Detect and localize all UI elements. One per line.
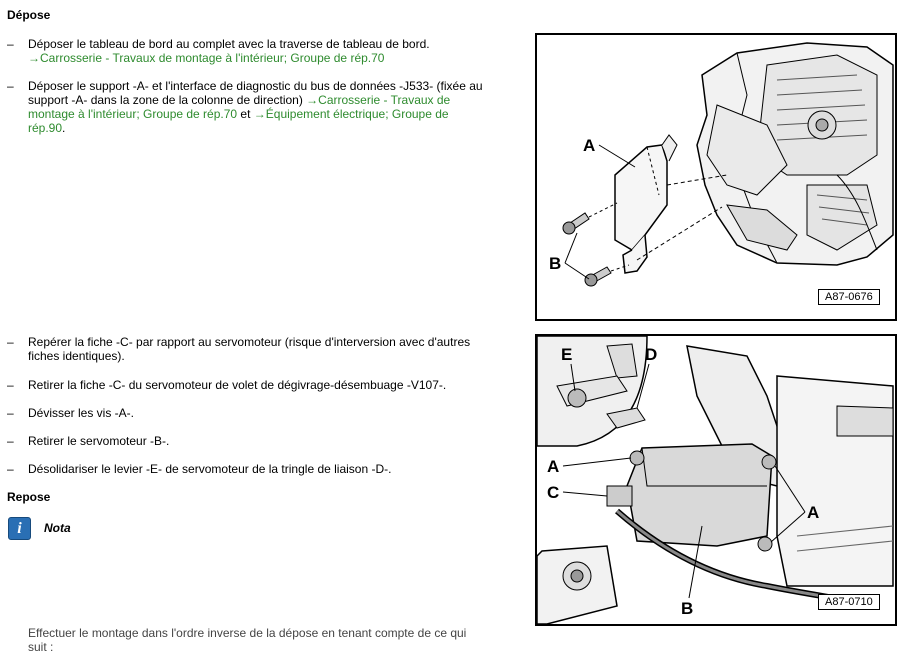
link-equipement-electrique[interactable]: →Équipement électrique; Groupe de <box>253 107 449 121</box>
info-icon: i <box>8 517 31 540</box>
step-text: et <box>237 107 254 121</box>
link-carrosserie-rep70[interactable]: →Carrosserie - Travaux de montage à l'intérieur; Groupe de rép.70 <box>28 51 385 65</box>
section-heading-depose: Dépose <box>7 8 51 22</box>
figure-servomotor <box>535 334 897 626</box>
figure-1-drawing <box>537 35 895 319</box>
step-text: Déposer le support -A- et l'interface de diagnostic du bus de données -J533- (fixée au <box>28 79 483 93</box>
step-text: fiches identiques). <box>28 349 125 363</box>
list-item <box>7 335 527 365</box>
figure-id-label: A87-0710 <box>818 594 880 610</box>
list-dash: – <box>7 79 14 93</box>
list-dash: – <box>7 37 14 51</box>
step-text: . <box>62 121 66 135</box>
list-item <box>7 462 527 477</box>
list-dash: – <box>7 335 14 349</box>
step-text: Repérer la fiche -C- par rapport au servomoteur (risque d'interversion avec d'autres <box>28 335 471 349</box>
callout-a-right: A <box>807 503 820 522</box>
step-text: support -A- dans la zone de la colonne de direction) <box>28 93 307 107</box>
section-heading-repose: Repose <box>7 490 51 504</box>
step-text: Désolidariser le levier -E- de servomoteur de la tringle de liaison -D-. <box>28 462 392 476</box>
step-text: Dévisser les vis -A-. <box>28 406 135 420</box>
callout-c: C <box>547 483 560 502</box>
figure-dashboard-support <box>535 33 897 321</box>
callout-a-left: A <box>547 457 560 476</box>
list-item <box>7 434 527 449</box>
list-dash: – <box>7 406 14 420</box>
step-text: Retirer la fiche -C- du servomoteur de volet de dégivrage-désembuage -V107-. <box>28 378 447 392</box>
list-dash: – <box>7 462 14 476</box>
list-item <box>7 79 527 137</box>
figure-2-drawing <box>537 336 895 624</box>
step-text: Déposer le tableau de bord au complet avec la traverse de tableau de bord. <box>28 37 430 51</box>
list-item <box>7 406 527 421</box>
link-carrosserie-travaux[interactable]: →Carrosserie - Travaux de <box>306 93 451 107</box>
link-montage-rep70[interactable]: montage à l'intérieur; Groupe de rép.70 <box>28 107 238 121</box>
callout-d: D <box>645 345 658 364</box>
screw-icon <box>585 265 629 286</box>
list-item <box>7 37 527 67</box>
figure-id-label: A87-0676 <box>818 289 880 305</box>
cut-off-text: Effectuer le montage dans l'ordre inverse de la dépose en tenant compte de ce qui suit : <box>28 626 467 654</box>
callout-b: B <box>681 599 694 618</box>
screw-icon <box>563 203 617 234</box>
link-rep90[interactable]: rép.90 <box>28 121 63 135</box>
list-item <box>7 378 527 393</box>
list-dash: – <box>7 378 14 392</box>
callout-e: E <box>561 345 573 364</box>
list-dash: – <box>7 434 14 448</box>
callout-b: B <box>549 254 562 273</box>
callout-a: A <box>583 136 596 155</box>
nota-label: Nota <box>44 521 71 535</box>
step-text: Retirer le servomoteur -B-. <box>28 434 170 448</box>
